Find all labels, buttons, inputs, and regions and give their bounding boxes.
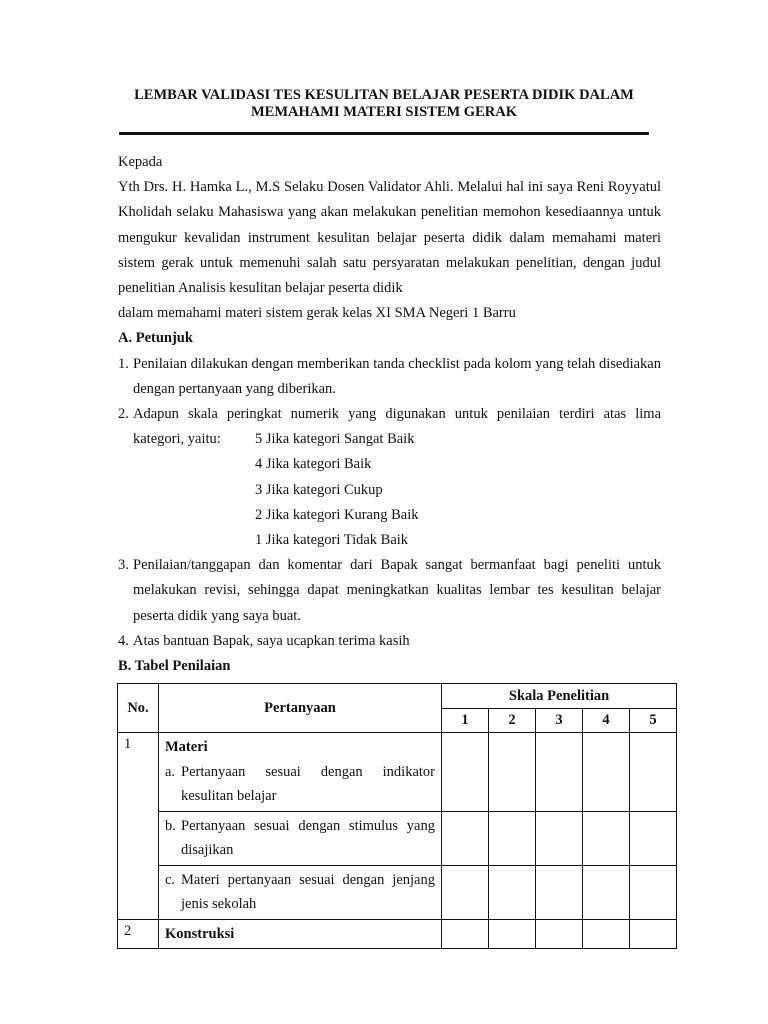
instruction-1-text: Penilaian dilakukan dengan memberikan tanda checklist pada kolom yang telah disediakan dengan pertanyaan yang diberikan. [133, 355, 661, 397]
instruction-1 [118, 352, 661, 402]
question-item-a [165, 760, 435, 809]
score-cell-1[interactable] [442, 733, 489, 812]
score-cell-2[interactable] [489, 733, 536, 812]
scale-item-2: 2 Jika kategori Kurang Baik [255, 506, 419, 523]
scale-list [118, 427, 661, 452]
intro-paragraph-last-line: dalam memahami materi sistem gerak kelas XI SMA Negeri 1 Barru [118, 305, 516, 322]
scale-header-3: 3 [536, 709, 583, 733]
table-row [118, 811, 677, 865]
column-header-no: No. [118, 684, 159, 733]
score-cell-3[interactable] [536, 919, 583, 949]
instruction-2-text: Adapun skala peringkat numerik yang digunakan untuk penilaian terdiri atas lima [133, 406, 661, 423]
section-b-heading: B. Tabel Penilaian [118, 658, 231, 675]
instruction-3-number: 3. [118, 557, 129, 574]
row-number: 1 [118, 733, 159, 920]
instruction-2-number: 2. [118, 406, 129, 423]
score-cell-2[interactable] [489, 865, 536, 919]
scale-item-1: 1 Jika kategori Tidak Baik [255, 532, 409, 549]
item-text: Materi pertanyaan sesuai dengan jenjang jenis sekolah [181, 871, 435, 912]
document-title [100, 87, 668, 121]
item-letter: c. [165, 871, 176, 888]
score-cell-2[interactable] [489, 811, 536, 865]
intro-paragraph: Yth Drs. H. Hamka L., M.S Selaku Dosen Validator Ahli. Melalui hal ini saya Reni Royyatul Kholidah selaku Mahasiswa yang akan melakukan penelitian memohon kesediaannya untuk mengukur kevalidan instrument kesulitan belajar peserta didik dalam memahami materi sistem gerak untuk memenuhi salah satu persyaratan melakukan penelitian, dengan judul penelitian Analisis kesulitan belajar peserta didik [118, 179, 661, 297]
scale-header-4: 4 [583, 709, 630, 733]
score-cell-5[interactable] [630, 919, 677, 949]
table-row [118, 733, 677, 812]
instruction-3 [118, 553, 661, 629]
instruction-1-number: 1. [118, 355, 129, 372]
score-cell-5[interactable] [630, 865, 677, 919]
question-item-b [165, 814, 435, 863]
question-item-c [165, 868, 435, 917]
score-cell-1[interactable] [442, 811, 489, 865]
scale-item-3: 3 Jika kategori Cukup [255, 481, 383, 498]
score-cell-3[interactable] [536, 811, 583, 865]
column-header-scale: Skala Penelitian [442, 684, 677, 709]
document-body [118, 150, 661, 679]
scale-header-2: 2 [489, 709, 536, 733]
item-letter: b. [165, 817, 176, 834]
item-letter: a. [165, 763, 176, 780]
title-line-2: MEMAHAMI MATERI SISTEM GERAK [251, 104, 517, 120]
scale-header-5: 5 [630, 709, 677, 733]
row-number: 2 [118, 919, 159, 949]
scale-lead: kategori, yaitu: [133, 431, 221, 448]
question-cell [159, 733, 442, 812]
table-row [118, 865, 677, 919]
question-cell [159, 811, 442, 865]
scale-item-5: 5 Jika kategori Sangat Baik [255, 431, 415, 448]
title-underline [119, 132, 649, 135]
score-cell-4[interactable] [583, 919, 630, 949]
scale-header-1: 1 [442, 709, 489, 733]
score-cell-4[interactable] [583, 865, 630, 919]
score-cell-1[interactable] [442, 865, 489, 919]
salutation: Kepada [118, 154, 163, 170]
score-cell-5[interactable] [630, 733, 677, 812]
scale-item-4: 4 Jika kategori Baik [255, 456, 372, 473]
instruction-4-text: Atas bantuan Bapak, saya ucapkan terima kasih [133, 632, 410, 649]
score-cell-3[interactable] [536, 733, 583, 812]
group-label: Konstruksi [165, 925, 235, 942]
instruction-4 [118, 629, 661, 654]
score-cell-2[interactable] [489, 919, 536, 949]
item-text: Pertanyaan sesuai dengan indikator kesulitan belajar [181, 763, 435, 804]
table-row [118, 919, 677, 949]
instruction-3-text: Penilaian/tanggapan dan komentar dari Bapak sangat bermanfaat bagi peneliti untuk melakukan revisi, sehingga dapat meningkatkan kualitas lembar tes kesulitan belajar peserta didik yang saya buat. [133, 557, 661, 624]
score-cell-3[interactable] [536, 865, 583, 919]
question-cell [159, 919, 442, 949]
assessment-table [117, 683, 677, 949]
question-cell [159, 865, 442, 919]
table-header-row [118, 684, 677, 709]
score-cell-4[interactable] [583, 811, 630, 865]
score-cell-1[interactable] [442, 919, 489, 949]
score-cell-4[interactable] [583, 733, 630, 812]
score-cell-5[interactable] [630, 811, 677, 865]
instruction-4-number: 4. [118, 632, 129, 649]
item-text: Pertanyaan sesuai dengan stimulus yang disajikan [181, 817, 435, 858]
section-a-heading: A. Petunjuk [118, 330, 193, 347]
title-line-1: LEMBAR VALIDASI TES KESULITAN BELAJAR PESERTA DIDIK DALAM [134, 87, 634, 103]
column-header-question: Pertanyaan [159, 684, 442, 733]
group-label: Materi [165, 739, 208, 755]
instruction-2 [118, 402, 661, 427]
